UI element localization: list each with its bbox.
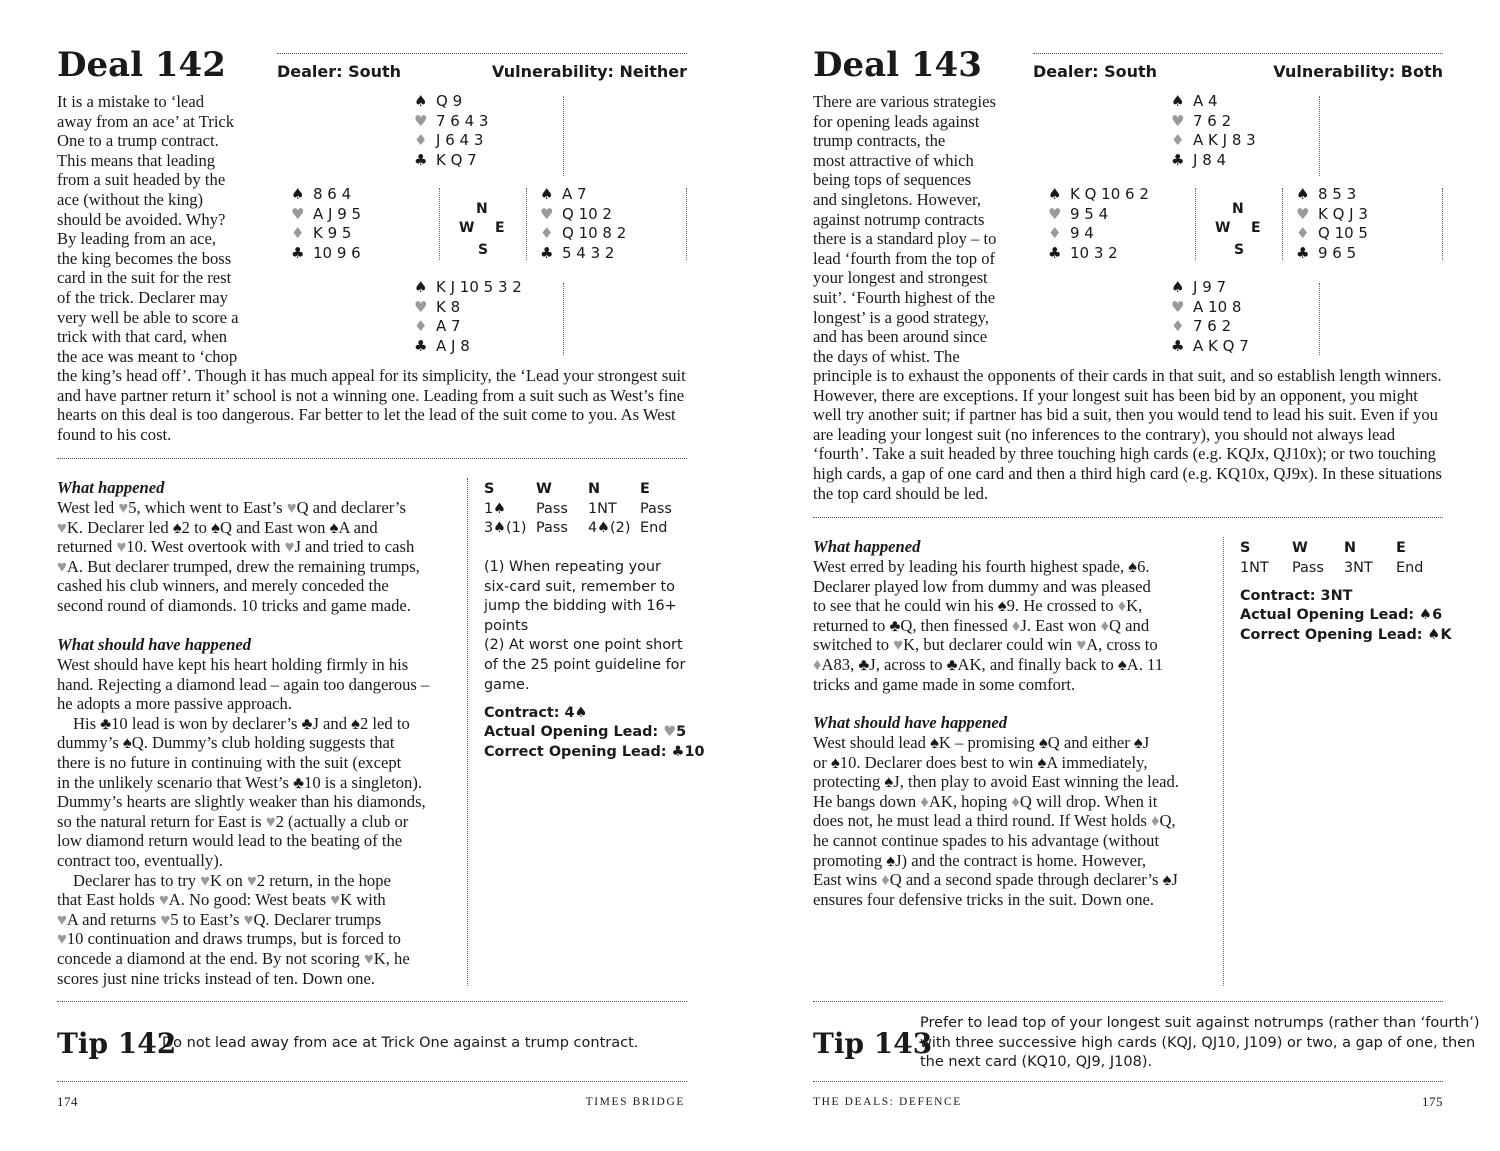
cards: A 4 xyxy=(1193,92,1218,110)
running-head: THE DEALS: DEFENCE xyxy=(813,1096,962,1108)
compass-west: W xyxy=(1215,220,1231,236)
what-happened-heading: What happened xyxy=(813,537,921,556)
clubs-holding xyxy=(1296,244,1368,264)
compass-south: S xyxy=(1234,242,1245,258)
spades-icon: ♠ xyxy=(540,185,554,203)
text-line: the days of whist. The xyxy=(813,346,960,366)
compass-east: E xyxy=(495,220,505,236)
divider xyxy=(467,478,468,986)
text-line: longest’ is a good strategy, xyxy=(813,307,990,327)
vulnerability-label: Vulnerability: Both xyxy=(1273,62,1443,81)
spades-icon: ♠ xyxy=(414,278,428,296)
text-line: concede a diamond at the end. By not scoring ♥K, he xyxy=(57,948,410,968)
cards: 7 6 2 xyxy=(1193,111,1232,130)
intro-continued: principle is to exhaust the opponents of their cards in that suit, and so establish length winners. However, there are exceptions. If your longest suit has been bid by an opponent, you might well try another suit; if partner has bid a suit, then you would tend to lead his suit. Even if you are leading your longest suit (no inferences to the contrary), you should not always lead ‘fourth’. Take a suit headed by three touching high cards (e.g. KQJx, QJ10x); or two touching high cards, a gap of one card and then a third high card (e.g. KQ10x, QJ9x). In these situations the top card should be led. xyxy=(813,366,1443,503)
text-line: protecting ♠J, then play to avoid East winning the lead. xyxy=(813,772,1179,792)
auction-bid: 1NT xyxy=(588,500,617,517)
text-line: there is no future in continuing with the suit (except xyxy=(57,752,402,772)
should-have-happened-heading: What should have happened xyxy=(813,713,1008,732)
clubs-holding xyxy=(1048,244,1149,264)
auction-header: N xyxy=(588,481,601,497)
text-line: Declarer has to try ♥K on ♥2 return, in the hope xyxy=(73,870,391,890)
text-line: ensures four defensive tricks in the suit. Down one. xyxy=(813,889,1155,909)
spades-icon: ♠ xyxy=(1048,185,1062,203)
actual-lead: Actual Opening Lead: ♠6 xyxy=(1240,607,1443,623)
cards: 5 4 3 2 xyxy=(562,243,615,262)
page-number: 175 xyxy=(1422,1094,1443,1109)
auction-bid: End xyxy=(1396,559,1424,576)
auction-bid: 1NT xyxy=(1240,559,1269,576)
diamonds-holding xyxy=(1171,131,1256,151)
spades-icon: ♠ xyxy=(291,185,305,203)
text-line: Dummy’s hearts are slightly weaker than his diamonds, xyxy=(57,792,426,812)
text-line: hand. Rejecting a diamond lead – again too dangerous – xyxy=(57,674,430,694)
cards: K J 10 5 3 2 xyxy=(436,278,522,296)
text-line: ♥A. But declarer trumped, drew the remaining trumps, xyxy=(57,556,420,576)
auction-header: W xyxy=(536,481,552,497)
hearts-holding xyxy=(540,205,626,225)
clubs-icon: ♣ xyxy=(540,243,554,262)
diamonds-icon: ♦ xyxy=(540,224,554,243)
text-line: being tops of sequences xyxy=(813,170,972,190)
text-line: contract too, eventually). xyxy=(57,850,223,870)
divider xyxy=(686,188,687,260)
auction-table xyxy=(484,480,692,539)
text-line: the king becomes the boss xyxy=(57,248,232,268)
west-hand xyxy=(1048,185,1149,263)
cards: K 9 5 xyxy=(313,224,352,243)
hearts-holding xyxy=(1171,112,1256,132)
auction-header: S xyxy=(484,481,495,497)
clubs-holding xyxy=(414,337,522,357)
tip-title: Tip 142 xyxy=(57,1027,177,1060)
cards: K Q 10 6 2 xyxy=(1070,185,1149,203)
cards: K 8 xyxy=(436,297,461,316)
auction-bid: Pass xyxy=(640,500,672,517)
south-hand xyxy=(414,278,522,356)
diamonds-holding xyxy=(1048,224,1149,244)
cards: 9 5 4 xyxy=(1070,204,1109,223)
north-hand xyxy=(1171,92,1256,170)
cards: A K Q 7 xyxy=(1193,336,1249,355)
text-line: ♥A and returns ♥5 to East’s ♥Q. Declarer trumps xyxy=(57,909,382,929)
text-line: low diamond return would lead to the beating of the xyxy=(57,831,403,851)
note-line: (2) At worst one point short xyxy=(484,637,683,654)
auction-bid: 3♠(1) xyxy=(484,520,527,537)
cards: Q 10 5 xyxy=(1318,224,1368,243)
text-line: cashed his club winners, and merely conceded the xyxy=(57,576,389,596)
text-line: so the natural return for East is ♥2 (actually a club or xyxy=(57,811,409,831)
diamonds-holding xyxy=(1171,317,1249,337)
spades-holding xyxy=(291,185,361,205)
east-hand xyxy=(540,185,626,263)
cards: K Q 7 xyxy=(436,150,477,169)
clubs-holding xyxy=(291,244,361,264)
east-hand xyxy=(1296,185,1368,263)
text-line: from a suit headed by the xyxy=(57,170,226,190)
hearts-holding xyxy=(291,205,361,225)
compass-east: E xyxy=(1251,220,1261,236)
diamonds-icon: ♦ xyxy=(1296,224,1310,243)
text-line: West should have kept his heart holding firmly in his xyxy=(57,655,409,674)
text-line: scores just nine tricks instead of ten. Down one. xyxy=(57,968,375,988)
tip-text xyxy=(920,1014,1480,1073)
diamonds-icon: ♦ xyxy=(1048,224,1062,243)
diamonds-holding xyxy=(540,224,626,244)
cards: J 8 4 xyxy=(1193,150,1227,169)
hearts-icon: ♥ xyxy=(1171,111,1185,130)
divider xyxy=(1282,188,1283,260)
text-line: and has been around since xyxy=(813,327,988,347)
tip-rule-top xyxy=(813,1001,1443,1002)
note-line: six-card suit, remember to xyxy=(484,578,675,595)
text-line: promoting ♠J) and the contract is home. However, xyxy=(813,850,1147,870)
auction-bid: End xyxy=(640,520,668,537)
correct-lead: Correct Opening Lead: ♣10 xyxy=(484,744,705,760)
note-line: points xyxy=(484,617,529,634)
text-line: West erred by leading his fourth highest spade, ♠6. xyxy=(813,557,1150,576)
text-line: returned ♥10. West overtook with ♥J and tried to cash xyxy=(57,537,415,557)
hearts-holding xyxy=(1048,205,1149,225)
divider xyxy=(1195,188,1196,260)
tip-rule-bottom xyxy=(57,1081,687,1082)
spades-holding xyxy=(414,92,488,112)
note-line: jump the bidding with 16+ xyxy=(484,598,677,615)
text-line: trick with that card, when xyxy=(57,327,228,347)
text-line: ace (without the king) xyxy=(57,189,204,209)
text-line: does not, he must lead a third round. If West holds ♦Q, xyxy=(813,811,1176,831)
divider xyxy=(1442,188,1443,260)
text-line: suit’. ‘Fourth highest of the xyxy=(813,287,996,307)
auction-header: S xyxy=(1240,540,1251,556)
diamonds-icon: ♦ xyxy=(414,317,428,336)
clubs-icon: ♣ xyxy=(414,336,428,355)
text-line: he cannot continue spades to his advantage (without xyxy=(813,830,1160,850)
diamonds-icon: ♦ xyxy=(291,224,305,243)
text-line: the ace was meant to ‘chop xyxy=(57,346,238,366)
hearts-icon: ♥ xyxy=(1171,297,1185,316)
auction-bid: Pass xyxy=(536,500,568,517)
spades-icon: ♠ xyxy=(1171,92,1185,110)
text-line: This means that leading xyxy=(57,150,216,170)
divider xyxy=(563,96,564,176)
dealer-label: Dealer: South xyxy=(1033,62,1158,81)
text-line: should be avoided. Why? xyxy=(57,209,226,229)
text-line: East wins ♦Q and a second spade through declarer’s ♠J xyxy=(813,870,1178,890)
tip-rule-bottom xyxy=(813,1081,1443,1082)
auction-notes xyxy=(484,558,685,695)
spades-holding xyxy=(1171,278,1249,298)
note-line: of the 25 point guideline for xyxy=(484,656,686,673)
clubs-icon: ♣ xyxy=(414,150,428,169)
diamonds-holding xyxy=(291,224,361,244)
diamonds-holding xyxy=(414,317,522,337)
correct-lead: Correct Opening Lead: ♠K xyxy=(1240,627,1452,643)
cards: A 10 8 xyxy=(1193,297,1242,316)
spades-holding xyxy=(540,185,626,205)
contract: Contract: 3NT xyxy=(1240,588,1353,604)
text-line: very well be able to score a xyxy=(57,307,239,327)
text-line: your longest and strongest xyxy=(813,268,988,288)
diamonds-icon: ♦ xyxy=(414,131,428,150)
text-line: One to a trump contract. xyxy=(57,131,219,151)
text-line: By leading from an ace, xyxy=(57,229,216,249)
hearts-holding xyxy=(414,112,488,132)
auction-bid: Pass xyxy=(1292,559,1324,576)
north-hand xyxy=(414,92,488,170)
hearts-icon: ♥ xyxy=(414,111,428,130)
cards: A K J 8 3 xyxy=(1193,131,1256,150)
cards: K Q J 3 xyxy=(1318,204,1368,223)
text-line: It is a mistake to ‘lead xyxy=(57,92,204,111)
text-line: returned to ♣Q, then finessed ♦J. East won ♦Q and xyxy=(813,615,1150,635)
clubs-holding xyxy=(1171,151,1256,171)
divider xyxy=(1319,96,1320,176)
spades-holding xyxy=(1296,185,1368,205)
text-line: Declarer played low from dummy and was pleased xyxy=(813,576,1151,596)
divider xyxy=(563,283,564,355)
spades-holding xyxy=(1171,92,1256,112)
text-line: against notrump contracts xyxy=(813,209,985,229)
clubs-icon: ♣ xyxy=(1171,336,1185,355)
diamonds-icon: ♦ xyxy=(1171,131,1185,150)
spades-icon: ♠ xyxy=(1296,185,1310,203)
cards: A 7 xyxy=(436,317,461,336)
deal-title: Deal 143 xyxy=(813,45,982,85)
what-happened-text xyxy=(813,557,1163,694)
cards: 10 9 6 xyxy=(313,243,361,262)
cards: J 9 7 xyxy=(1193,278,1227,296)
clubs-icon: ♣ xyxy=(291,243,305,262)
what-happened-text xyxy=(57,498,420,616)
tip-line: Prefer to lead top of your longest suit against notrumps (rather than ‘fourth’) xyxy=(920,1015,1480,1031)
hearts-icon: ♥ xyxy=(1048,204,1062,223)
compass-south: S xyxy=(478,242,489,258)
cards: Q 10 2 xyxy=(562,204,612,223)
auction-bid: 4♠(2) xyxy=(588,520,631,537)
cards: Q 10 8 2 xyxy=(562,224,627,243)
section-rule xyxy=(57,458,687,459)
hearts-holding xyxy=(1296,205,1368,225)
vulnerability-label: Vulnerability: Neither xyxy=(491,62,687,81)
clubs-icon: ♣ xyxy=(1048,243,1062,262)
tip-line: with three successive high cards (KQJ, QJ10, J109) or two, a gap of one, then xyxy=(920,1034,1476,1051)
text-line: switched to ♥K, but declarer could win ♥A, cross to xyxy=(813,635,1158,655)
auction-bid: Pass xyxy=(536,520,568,537)
text-line: to see that he could win his ♠9. He crossed to ♦K, xyxy=(813,596,1143,616)
text-line: ♥K. Declarer led ♠2 to ♠Q and East won ♠A and xyxy=(57,517,378,537)
text-line: tricks and game made in some comfort. xyxy=(813,674,1076,694)
spades-holding xyxy=(1048,185,1149,205)
cards: A 7 xyxy=(562,185,587,203)
intro-lines xyxy=(813,92,996,366)
text-line: West should lead ♠K – promising ♠Q and either ♠J xyxy=(813,733,1150,752)
cards: A J 8 xyxy=(436,336,470,355)
west-hand xyxy=(291,185,361,263)
text-line: second round of diamonds. 10 tricks and game made. xyxy=(57,595,411,615)
auction-box xyxy=(484,480,692,539)
divider xyxy=(1319,283,1320,355)
divider xyxy=(439,188,440,260)
text-line: ♥10 continuation and draws trumps, but is forced to xyxy=(57,929,401,949)
text-line: that East holds ♥A. No good: West beats ♥K with xyxy=(57,890,386,910)
actual-lead: Actual Opening Lead: ♥5 xyxy=(484,724,687,740)
hearts-icon: ♥ xyxy=(414,297,428,316)
auction-table xyxy=(1240,539,1448,578)
section-rule xyxy=(813,517,1443,518)
contract: Contract: 4♠ xyxy=(484,705,588,721)
cards: 8 5 3 xyxy=(1318,185,1357,203)
spades-icon: ♠ xyxy=(414,92,428,110)
cards: 9 4 xyxy=(1070,224,1094,243)
auction-bid: 3NT xyxy=(1344,559,1373,576)
divider xyxy=(526,188,527,260)
cards: 9 6 5 xyxy=(1318,243,1357,262)
text-line: card in the suit for the rest xyxy=(57,268,232,288)
cards: A J 9 5 xyxy=(313,204,362,223)
note-line: game. xyxy=(484,676,530,693)
text-line: and singletons. However, xyxy=(813,189,982,209)
diamonds-holding xyxy=(1296,224,1368,244)
tip-title: Tip 143 xyxy=(813,1027,933,1060)
text-line: dummy’s ♠Q. Dummy’s club holding suggests that xyxy=(57,733,395,753)
text-line: ♦A83, ♣J, across to ♣AK, and finally back to ♠A. 11 xyxy=(813,654,1163,674)
hearts-icon: ♥ xyxy=(1296,204,1310,223)
auction-bid: 1♠ xyxy=(484,500,507,517)
tip-rule-top xyxy=(57,1001,687,1002)
text-line: lead ‘fourth from the top of xyxy=(813,248,996,268)
auction-header: E xyxy=(1396,540,1406,556)
should-have-happened-text xyxy=(813,733,1179,909)
intro-continued: the king’s head off’. Though it has much appeal for its simplicity, the ‘Lead your strongest suit and have partner return it’ school is not a winning one. Leading from a suit such as West’s fine hearts on this deal is too dangerous. Far better to let the lead of the suit come to you. As West found to his cost. xyxy=(57,366,686,444)
auction-header: E xyxy=(640,481,650,497)
text-line: he adopts a more passive approach. xyxy=(57,694,292,714)
clubs-icon: ♣ xyxy=(1296,243,1310,262)
text-line: West led ♥5, which went to East’s ♥Q and declarer’s xyxy=(57,498,406,517)
cards: Q 9 xyxy=(436,92,463,110)
note-line: (1) When repeating your xyxy=(484,559,661,575)
cards: 8 6 4 xyxy=(313,185,352,203)
clubs-holding xyxy=(414,151,488,171)
compass-west: W xyxy=(459,220,475,236)
clubs-holding xyxy=(1171,337,1249,357)
deal-title: Deal 142 xyxy=(57,45,226,85)
hearts-icon: ♥ xyxy=(291,204,305,223)
header-rule xyxy=(1033,53,1443,54)
hearts-icon: ♥ xyxy=(540,204,554,223)
text-line: trump contracts, the xyxy=(813,131,946,151)
hearts-holding xyxy=(1171,298,1249,318)
south-hand xyxy=(1171,278,1249,356)
text-line: there is a standard ploy – to xyxy=(813,229,997,249)
text-line: of the trick. Declarer may xyxy=(57,287,228,307)
cards: 10 3 2 xyxy=(1070,243,1118,262)
cards: J 6 4 3 xyxy=(436,131,484,150)
text-line: for opening leads against xyxy=(813,111,980,131)
dealer-label: Dealer: South xyxy=(277,62,402,81)
auction-header: N xyxy=(1344,540,1357,556)
text-line: He bangs down ♦AK, hoping ♦Q will drop. When it xyxy=(813,791,1158,811)
text-line: There are various strategies xyxy=(813,92,996,111)
tip-line: the next card (KQ10, QJ9, J108). xyxy=(920,1054,1153,1071)
diamonds-holding xyxy=(414,131,488,151)
what-happened-heading: What happened xyxy=(57,478,165,497)
intro-lines xyxy=(57,92,239,366)
text-line: His ♣10 lead is won by declarer’s ♣J and ♠2 led to xyxy=(73,713,410,733)
should-have-happened-text xyxy=(57,655,429,988)
diamonds-icon: ♦ xyxy=(1171,317,1185,336)
text-line: in the unlikely scenario that West’s ♣10 is a singleton). xyxy=(57,772,423,792)
spades-icon: ♠ xyxy=(1171,278,1185,296)
clubs-icon: ♣ xyxy=(1171,150,1185,169)
running-head: TIMES BRIDGE xyxy=(585,1096,685,1108)
compass-north: N xyxy=(1232,201,1244,217)
auction-box xyxy=(1240,539,1448,578)
compass-north: N xyxy=(476,201,488,217)
cards: 7 6 2 xyxy=(1193,317,1232,336)
header-rule xyxy=(277,53,687,54)
should-have-happened-heading: What should have happened xyxy=(57,635,252,654)
spades-holding xyxy=(414,278,522,298)
divider xyxy=(1223,537,1224,986)
clubs-holding xyxy=(540,244,626,264)
hearts-holding xyxy=(414,298,522,318)
text-line: most attractive of which xyxy=(813,150,974,170)
cards: 7 6 4 3 xyxy=(436,111,489,130)
text-line: or ♠10. Declarer does best to win ♠A immediately, xyxy=(813,752,1148,772)
tip-text: Do not lead away from ace at Trick One against a trump contract. xyxy=(162,1035,639,1051)
page-number: 174 xyxy=(57,1094,78,1109)
text-line: away from an ace’ at Trick xyxy=(57,111,235,131)
auction-header: W xyxy=(1292,540,1308,556)
